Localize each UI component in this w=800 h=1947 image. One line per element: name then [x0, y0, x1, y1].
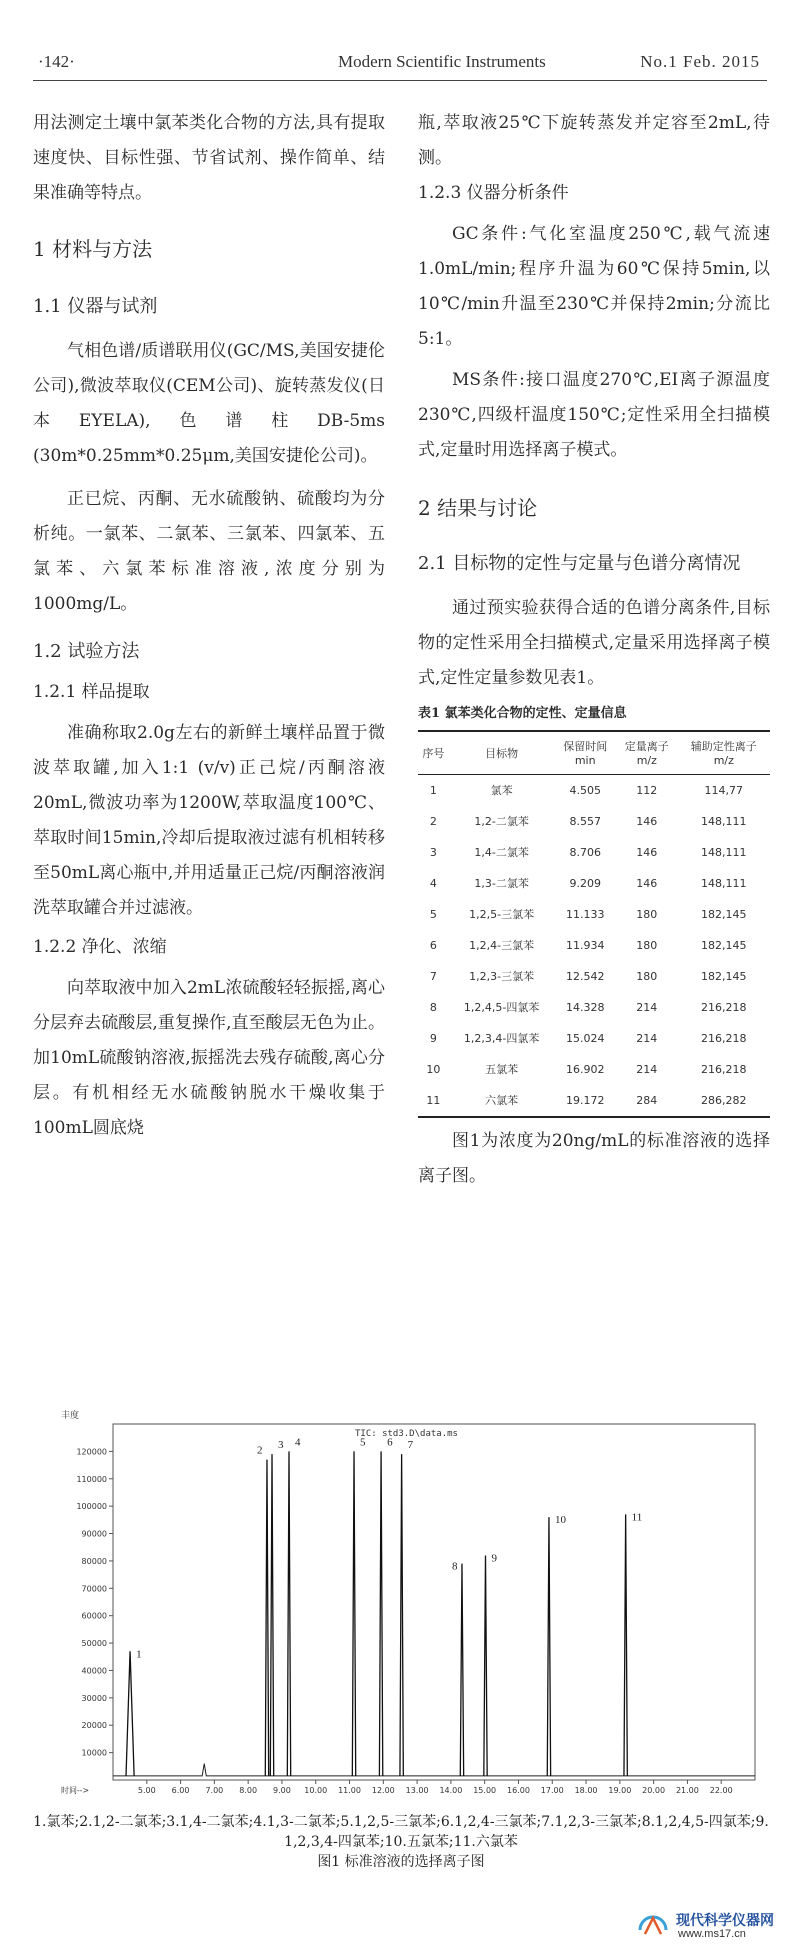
- table-cell: 146: [636, 845, 658, 859]
- table-cell: 11: [418, 1085, 449, 1117]
- peak-label-9: 9: [491, 1552, 497, 1565]
- table-cell: 182,145: [701, 907, 747, 921]
- table-cell: 8: [429, 1000, 437, 1014]
- x-tick-label: 12.00: [371, 1786, 395, 1795]
- y-tick-label: 40000: [81, 1666, 107, 1676]
- table-cell: 5: [429, 907, 437, 921]
- table-cell: 148,111: [701, 814, 747, 828]
- table-cell: 六氯苯: [449, 1085, 555, 1117]
- table-cell: 2: [429, 814, 437, 828]
- table-header-cell: 序号: [418, 731, 449, 775]
- logo-icon: [636, 1908, 670, 1942]
- table-cell: 148,111: [701, 876, 747, 890]
- x-tick-label: 17.00: [540, 1786, 564, 1795]
- table-row: [418, 868, 770, 899]
- table-cell: 10: [426, 1062, 441, 1076]
- x-tick-label: 10.00: [304, 1786, 328, 1795]
- y-tick-label: 50000: [81, 1639, 107, 1649]
- peak-label-2: 2: [256, 1444, 263, 1457]
- y-tick-label: 110000: [76, 1474, 107, 1484]
- figure-1-legend-line-1: 1.氯苯;2.1,2-二氯苯;3.1,4-二氯苯;4.1,3-二氯苯;5.1,2,5-三氯苯;6.1,2,4-三氯苯;7.1,2,3-三氯苯;8.1,2,4,5-四氯苯;9.: [33, 1814, 769, 1830]
- table-header-cell: 定量离子 m/z: [616, 731, 678, 775]
- header-rule: [33, 80, 767, 81]
- section-1-2-title: 1.2 试验方法: [33, 641, 140, 662]
- right-column: [418, 106, 770, 1194]
- x-tick-label: 18.00: [574, 1786, 598, 1795]
- figure-1: [55, 1408, 765, 1808]
- table-cell: 1,2,4-三氯苯: [469, 938, 535, 952]
- table-cell: 4: [429, 876, 437, 890]
- table-cell: 148,111: [701, 845, 747, 859]
- table-cell: 180: [636, 938, 658, 952]
- table-cell: 284: [616, 1085, 678, 1117]
- x-tick-label: 20.00: [642, 1786, 666, 1795]
- section-1-2-3-title: 1.2.3 仪器分析条件: [418, 183, 569, 203]
- table-header-cell: 目标物: [449, 731, 555, 775]
- table-cell: 1,2,3-三氯苯: [469, 969, 535, 983]
- y-tick-label: 10000: [81, 1748, 107, 1758]
- table-row: [418, 837, 770, 868]
- table-cell: 114,77: [704, 783, 744, 797]
- section-1-1-paragraph-2: 正已烷、丙酮、无水硫酸钠、硫酸均为分析纯。一氯苯、二氯苯、三氯苯、四氯苯、五氯苯、六氯苯标准溶液,浓度分别为1000mg/L。: [33, 489, 385, 614]
- table-row: [418, 1085, 770, 1117]
- table-cell: 182,145: [701, 969, 747, 983]
- x-tick-label: 21.00: [675, 1786, 699, 1795]
- table-cell: 14.328: [565, 1000, 605, 1014]
- table-1: [418, 730, 770, 1118]
- table-row: [418, 930, 770, 961]
- table-cell: 11.934: [565, 938, 605, 952]
- table-cell: 180: [636, 907, 658, 921]
- x-tick-label: 19.00: [608, 1786, 632, 1795]
- y-tick-label: 120000: [76, 1447, 107, 1457]
- table-cell: 146: [636, 814, 658, 828]
- x-axis-label: 时间-->: [61, 1786, 90, 1795]
- page-header: [38, 52, 760, 76]
- y-tick-label: 60000: [81, 1611, 107, 1621]
- figure-reference-paragraph: 图1为浓度为20ng/mL的标准溶液的选择离子图。: [418, 1131, 770, 1186]
- table-cell: 1: [429, 783, 437, 797]
- x-tick-label: 7.00: [205, 1786, 224, 1795]
- x-tick-label: 11.00: [338, 1786, 361, 1795]
- x-tick-label: 22.00: [709, 1786, 733, 1795]
- table-cell: 9.209: [569, 876, 601, 890]
- section-1-2-1-title: 1.2.1 样品提取: [33, 682, 150, 702]
- table-cell: 1,2,4,5-四氯苯: [463, 1000, 540, 1014]
- x-tick-label: 13.00: [405, 1786, 429, 1795]
- peak-label-10: 10: [554, 1514, 566, 1527]
- figure-1-caption: [26, 1812, 776, 1872]
- figure-1-legend-line-2: 1,2,3,4-四氯苯;10.五氯苯;11.六氯苯: [284, 1834, 518, 1850]
- table-row: [418, 899, 770, 930]
- ms-conditions-paragraph: MS条件:接口温度270℃,EI离子源温度230℃,四级杆温度150℃;定性采用全扫描模式,定量时用选择离子模式。: [418, 370, 770, 460]
- tic-label: TIC: std3.D\data.ms: [355, 1429, 458, 1439]
- table-cell: 286,282: [678, 1085, 770, 1117]
- table-cell: 12.542: [565, 969, 605, 983]
- section-1-2-1-paragraph: 准确称取2.0g左右的新鲜土壤样品置于微波萃取罐,加入1:1 (v/v)正己烷/丙酮溶液20mL,微波功率为1200W,萃取温度100℃、萃取时间15min,冷却后提取液过滤有机相转移至50mL离心瓶中,并用适量正己烷/丙酮溶液润洗萃取罐合并过滤液。: [33, 723, 386, 918]
- peak-label-8: 8: [451, 1560, 458, 1573]
- watermark-logo: [636, 1908, 786, 1942]
- table-cell: 216,218: [701, 1062, 747, 1076]
- table-cell: 19.172: [554, 1085, 616, 1117]
- x-tick-label: 5.00: [137, 1786, 156, 1795]
- peak-label-6: 6: [387, 1436, 393, 1449]
- table-cell: 7: [429, 969, 437, 983]
- section-1-title: 1 材料与方法: [33, 237, 153, 261]
- table-header-cell: 辅助定性离子 m/z: [678, 731, 770, 775]
- y-axis-label: 丰度: [61, 1411, 80, 1421]
- table-row: [418, 775, 770, 807]
- peak-label-4: 4: [295, 1436, 301, 1449]
- table-cell: 1,4-二氯苯: [474, 845, 529, 859]
- x-tick-label: 16.00: [507, 1786, 530, 1795]
- section-1-1-title: 1.1 仪器与试剂: [33, 296, 158, 317]
- peak-label-3: 3: [278, 1439, 284, 1452]
- peak-label-1: 1: [136, 1648, 142, 1661]
- table-cell: 15.024: [565, 1031, 605, 1045]
- table-cell: 112: [636, 783, 658, 797]
- table-cell: 8.706: [569, 845, 601, 859]
- table-cell: 182,145: [701, 938, 747, 952]
- table-row: [418, 806, 770, 837]
- table-cell: 11.133: [565, 907, 605, 921]
- continued-paragraph: 瓶,萃取液25℃下旋转蒸发并定容至2mL,待测。: [418, 113, 770, 168]
- y-tick-label: 30000: [81, 1693, 107, 1703]
- section-2-1-title: 2.1 目标物的定性与定量与色谱分离情况: [418, 553, 741, 574]
- table-header-cell: 保留时间 min: [554, 731, 616, 775]
- table-cell: 216,218: [701, 1031, 747, 1045]
- section-1-1-paragraph-1: 气相色谱/质谱联用仪(GC/MS,美国安捷伦公司),微波萃取仪(CEM公司)、旋转蒸发仪(日本EYELA),色谱柱DB-5ms (30m*0.25mm*0.25μm,美国安捷伦公司)。: [33, 341, 385, 466]
- x-tick-label: 6.00: [171, 1786, 190, 1795]
- section-2-1-paragraph: 通过预实验获得合适的色谱分离条件,目标物的定性采用全扫描模式,定量采用选择离子模式,定性定量参数见表1。: [418, 598, 770, 688]
- table-cell: 氯苯: [490, 783, 513, 797]
- table-cell: 9: [429, 1031, 437, 1045]
- chromatogram-chart: [55, 1408, 765, 1808]
- gc-conditions-paragraph: GC条件:气化室温度250℃,载气流速1.0mL/min;程序升温为60℃保持5min,以10℃/min升温至230℃并保持2min;分流比5:1。: [418, 224, 770, 349]
- table-row: [418, 1023, 770, 1054]
- table-cell: 五氯苯: [485, 1062, 519, 1076]
- x-tick-label: 15.00: [473, 1786, 497, 1795]
- x-tick-label: 14.00: [439, 1786, 463, 1795]
- table-header-row: [418, 731, 770, 775]
- watermark-url: www.ms17.cn: [678, 1928, 746, 1940]
- peak-label-5: 5: [360, 1436, 366, 1449]
- y-tick-label: 70000: [81, 1584, 107, 1594]
- section-1-2-2-paragraph: 向萃取液中加入2mL浓硫酸轻轻振摇,离心分层弃去硫酸层,重复操作,直至酸层无色为止。加10mL硫酸钠溶液,振摇洗去残存硫酸,离心分层。有机相经无水硫酸钠脱水干燥收集于100mL圆底烧: [33, 978, 385, 1138]
- y-tick-label: 80000: [81, 1556, 107, 1566]
- table-cell: 214: [636, 1062, 658, 1076]
- y-tick-label: 90000: [81, 1529, 107, 1539]
- page-number: ·142·: [38, 52, 75, 71]
- table-cell: 216,218: [701, 1000, 747, 1014]
- left-column: [33, 106, 385, 1146]
- peak-label-11: 11: [631, 1511, 643, 1524]
- y-tick-label: 100000: [76, 1502, 107, 1512]
- peak-label-7: 7: [407, 1439, 414, 1452]
- issue-info: No.1 Feb. 2015: [640, 52, 760, 71]
- table-1-caption: 表1 氯苯类化合物的定性、定量信息: [418, 706, 627, 721]
- table-cell: 16.902: [565, 1062, 605, 1076]
- y-tick-label: 20000: [81, 1721, 107, 1731]
- table-cell: 4.505: [569, 783, 601, 797]
- table-cell: 214: [636, 1031, 658, 1045]
- table-cell: 1,2,3,4-四氯苯: [463, 1031, 540, 1045]
- table-cell: 180: [636, 969, 658, 983]
- table-cell: 6: [429, 938, 437, 952]
- x-tick-label: 8.00: [239, 1786, 258, 1795]
- watermark-title: 现代科学仪器网: [676, 1913, 774, 1929]
- figure-1-title: 图1 标准溶液的选择离子图: [317, 1854, 485, 1870]
- section-1-2-2-title: 1.2.2 净化、浓缩: [33, 937, 167, 957]
- table-cell: 1,2-二氯苯: [474, 814, 529, 828]
- section-2-title: 2 结果与讨论: [418, 496, 538, 520]
- table-cell: 214: [636, 1000, 658, 1014]
- table-cell: 8.557: [569, 814, 601, 828]
- intro-paragraph: 用法测定土壤中氯苯类化合物的方法,具有提取速度快、目标性强、节省试剂、操作简单、结果准确等特点。: [33, 113, 385, 203]
- table-row: [418, 992, 770, 1023]
- table-cell: 146: [636, 876, 658, 890]
- x-tick-label: 9.00: [273, 1786, 291, 1795]
- table-cell: 1,3-二氯苯: [474, 876, 529, 890]
- table-row: [418, 961, 770, 992]
- journal-name: Modern Scientific Instruments: [338, 52, 546, 71]
- table-cell: 1,2,5-三氯苯: [469, 907, 535, 921]
- table-row: [418, 1054, 770, 1085]
- table-cell: 3: [429, 845, 437, 859]
